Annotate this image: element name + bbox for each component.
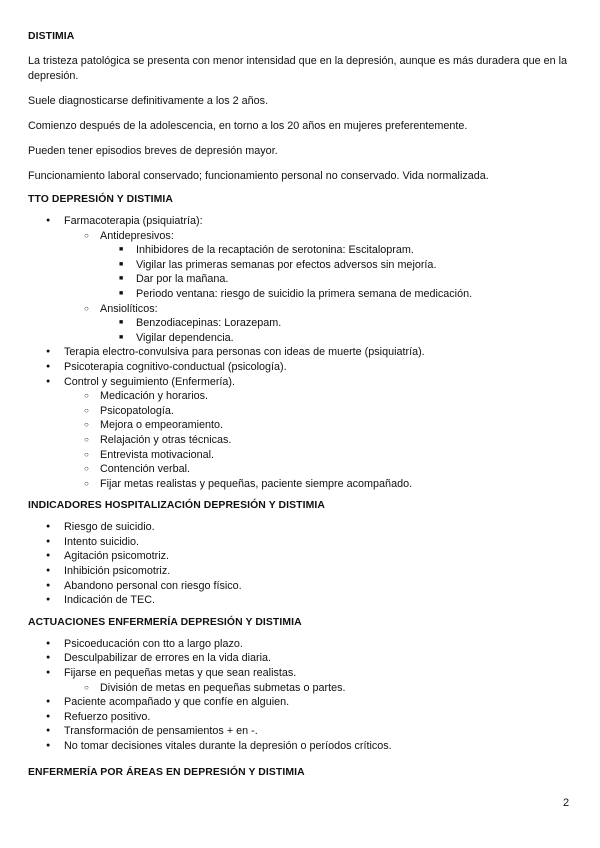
list-item: ● Intento suicidio. bbox=[28, 535, 576, 550]
heading-distimia: DISTIMIA bbox=[28, 31, 75, 42]
list-item: ● Terapia electro-convulsiva para personas con ideas de muerte (psiquiatría). bbox=[28, 345, 576, 360]
list-item: ■ Dar por la mañana. bbox=[28, 272, 576, 287]
paragraph: Funcionamiento laboral conservado; funcionamiento personal no conservado. Vida normalizada. bbox=[28, 170, 489, 182]
list-item: ■ Benzodiacepinas: Lorazepam. bbox=[28, 316, 576, 331]
paragraph: Suele diagnosticarse definitivamente a los 2 años. bbox=[28, 95, 269, 107]
heading-indicadores: INDICADORES HOSPITALIZACIÓN DEPRESIÓN Y DISTIMIA bbox=[28, 500, 325, 512]
list-item: ● Refuerzo positivo. bbox=[28, 710, 576, 725]
paragraph: Pueden tener episodios breves de depresión mayor. bbox=[28, 145, 278, 157]
list-item: ● Agitación psicomotriz. bbox=[28, 549, 576, 564]
page-number: 2 bbox=[563, 797, 570, 809]
heading-actuaciones: ACTUACIONES ENFERMERÍA DEPRESIÓN Y DISTIMIA bbox=[28, 616, 302, 628]
document-page bbox=[28, 28, 576, 780]
list-item: ■ Periodo ventana: riesgo de suicidio la primera semana de medicación. bbox=[28, 287, 576, 302]
list-item: ● Psicoterapia cognitivo-conductual (psicología). bbox=[28, 360, 576, 375]
list-item: ● Psicoeducación con tto a largo plazo. bbox=[28, 637, 576, 652]
list-item: ● No tomar decisiones vitales durante la depresión o períodos críticos. bbox=[28, 739, 576, 754]
list-item: ○ Antidepresivos: bbox=[28, 229, 576, 244]
list-item: ○ Relajación y otras técnicas. bbox=[28, 433, 576, 448]
list-item: ○ Entrevista motivacional. bbox=[28, 448, 576, 463]
heading-enfermeria-areas: ENFERMERÍA POR ÁREAS EN DEPRESIÓN Y DISTIMIA bbox=[28, 766, 305, 778]
list-item: ○ Medicación y horarios. bbox=[28, 389, 576, 404]
list-item: ● Abandono personal con riesgo físico. bbox=[28, 579, 576, 594]
list-item: ■ Inhibidores de la recaptación de serotonina: Escitalopram. bbox=[28, 243, 576, 258]
list-item: ● Control y seguimiento (Enfermería). bbox=[28, 375, 576, 390]
list-item: ● Inhibición psicomotriz. bbox=[28, 564, 576, 579]
list-tto bbox=[28, 214, 576, 491]
paragraph: Comienzo después de la adolescencia, en torno a los 20 años en mujeres preferentemente. bbox=[28, 120, 468, 132]
list-item: ● Indicación de TEC. bbox=[28, 593, 576, 608]
list-item: ● Paciente acompañado y que confíe en alguien. bbox=[28, 695, 576, 710]
list-item: ● Riesgo de suicidio. bbox=[28, 520, 576, 535]
list-item: ○ Mejora o empeoramiento. bbox=[28, 418, 576, 433]
list-item: ○ Fijar metas realistas y pequeñas, paciente siempre acompañado. bbox=[28, 477, 576, 492]
paragraph: La tristeza patológica se presenta con menor intensidad que en la depresión, aunque es más duradera que en la depresión. bbox=[28, 55, 568, 82]
list-item: ■ Vigilar dependencia. bbox=[28, 331, 576, 346]
list-item: ○ División de metas en pequeñas submetas o partes. bbox=[28, 681, 576, 696]
list-item: ● Desculpabilizar de errores en la vida diaria. bbox=[28, 651, 576, 666]
list-item: ■ Vigilar las primeras semanas por efectos adversos sin mejoría. bbox=[28, 258, 576, 273]
list-indicadores bbox=[28, 520, 576, 608]
list-item: ● Transformación de pensamientos + en -. bbox=[28, 724, 576, 739]
list-item: ● Fijarse en pequeñas metas y que sean realistas. bbox=[28, 666, 576, 681]
list-item: ○ Contención verbal. bbox=[28, 462, 576, 477]
list-item: ○ Psicopatología. bbox=[28, 404, 576, 419]
heading-tto: TTO DEPRESIÓN Y DISTIMIA bbox=[28, 194, 174, 205]
list-item: ○ Ansiolíticos: bbox=[28, 302, 576, 317]
list-item: ● Farmacoterapia (psiquiatría): bbox=[28, 214, 576, 229]
list-actuaciones bbox=[28, 637, 576, 754]
